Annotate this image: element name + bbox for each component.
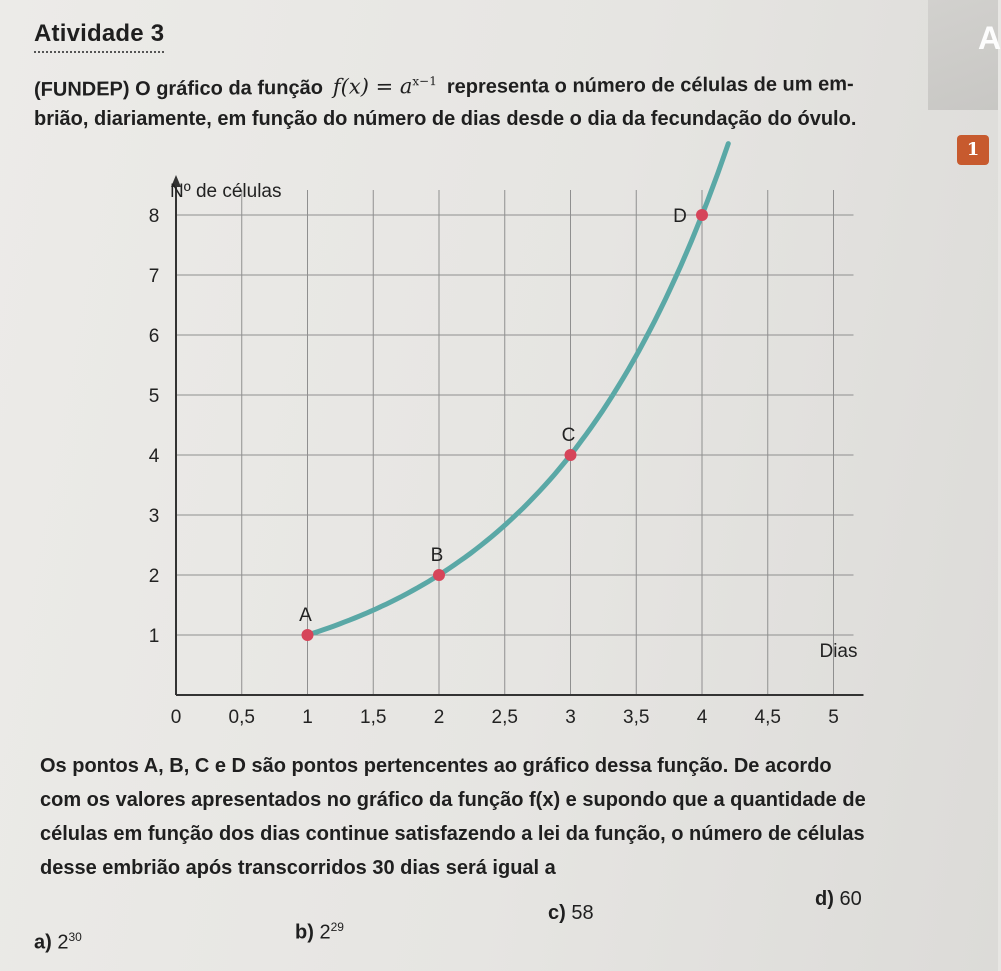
x-tick-label: 2	[433, 707, 445, 728]
question-line-2: brião, diariamente, em função do número de dias desde o dia da fecundação do óvulo.	[34, 108, 857, 130]
function-curve	[308, 144, 729, 635]
y-tick-label: 8	[148, 206, 160, 227]
x-tick-label: 1,5	[360, 707, 387, 728]
body-line-2: com os valores apresentados no gráfico da função f(x) e supondo que a quantidade de	[40, 789, 866, 811]
option-c[interactable]	[548, 902, 594, 925]
body-line-3: células em função dos dias continue satisfazendo a lei da função, o número de células	[40, 823, 865, 845]
body-line-1: Os pontos A, B, C e D são pontos pertencentes ao gráfico dessa função. De acordo	[40, 755, 832, 777]
point-d	[696, 209, 708, 221]
question-source: (FUNDEP) O gráfico da função	[34, 76, 323, 101]
option-a[interactable]	[34, 930, 82, 955]
x-tick-label: 4	[696, 707, 708, 728]
x-tick-label: 1	[302, 707, 313, 728]
option-a-letter: a)	[34, 931, 52, 954]
function-label: f(x) = a	[332, 74, 413, 99]
point-c	[565, 449, 577, 461]
question-intro-rest: representa o número de células de um em-	[446, 73, 854, 98]
page-badge: 1	[957, 135, 989, 165]
option-b[interactable]	[295, 920, 344, 945]
x-tick-label: 0,5	[228, 707, 255, 728]
y-tick-label: 6	[148, 326, 160, 347]
option-d-letter: d)	[815, 888, 834, 910]
activity-title: Atividade 3	[34, 20, 164, 53]
point-label-c: C	[561, 425, 576, 446]
option-a-exp: 30	[68, 930, 82, 944]
point-label-a: A	[299, 605, 312, 626]
body-line-4: desse embrião após transcorridos 30 dias será igual a	[40, 857, 556, 879]
option-d[interactable]	[815, 888, 862, 911]
x-tick-label: 3,5	[623, 707, 650, 728]
y-tick-label: 3	[148, 506, 160, 527]
option-c-text: 58	[571, 902, 594, 924]
option-d-text: 60	[839, 888, 862, 910]
option-c-letter: c)	[548, 902, 566, 924]
y-tick-label: 4	[148, 446, 160, 467]
y-axis-title: Nº de células	[170, 181, 282, 202]
option-a-base: 2	[57, 931, 69, 954]
function-exponent: x−1	[412, 74, 437, 89]
option-b-base: 2	[319, 921, 331, 944]
x-tick-label: 3	[565, 707, 576, 728]
option-b-exp: 29	[330, 920, 344, 934]
x-axis-title: Dias	[819, 641, 858, 662]
x-tick-label: 0	[170, 707, 182, 728]
point-label-b: B	[430, 545, 444, 566]
y-tick-label: 7	[148, 266, 160, 287]
corner-letter: A	[978, 20, 1001, 56]
y-tick-label: 1	[148, 626, 160, 647]
point-label-d: D	[673, 206, 687, 227]
y-tick-label: 5	[148, 386, 160, 407]
point-b	[433, 569, 445, 581]
y-tick-label: 2	[148, 566, 160, 587]
point-a	[302, 629, 314, 641]
x-tick-label: 2,5	[491, 707, 518, 728]
option-b-letter: b)	[295, 921, 314, 944]
x-tick-label: 5	[828, 707, 839, 728]
x-tick-label: 4,5	[754, 707, 781, 728]
